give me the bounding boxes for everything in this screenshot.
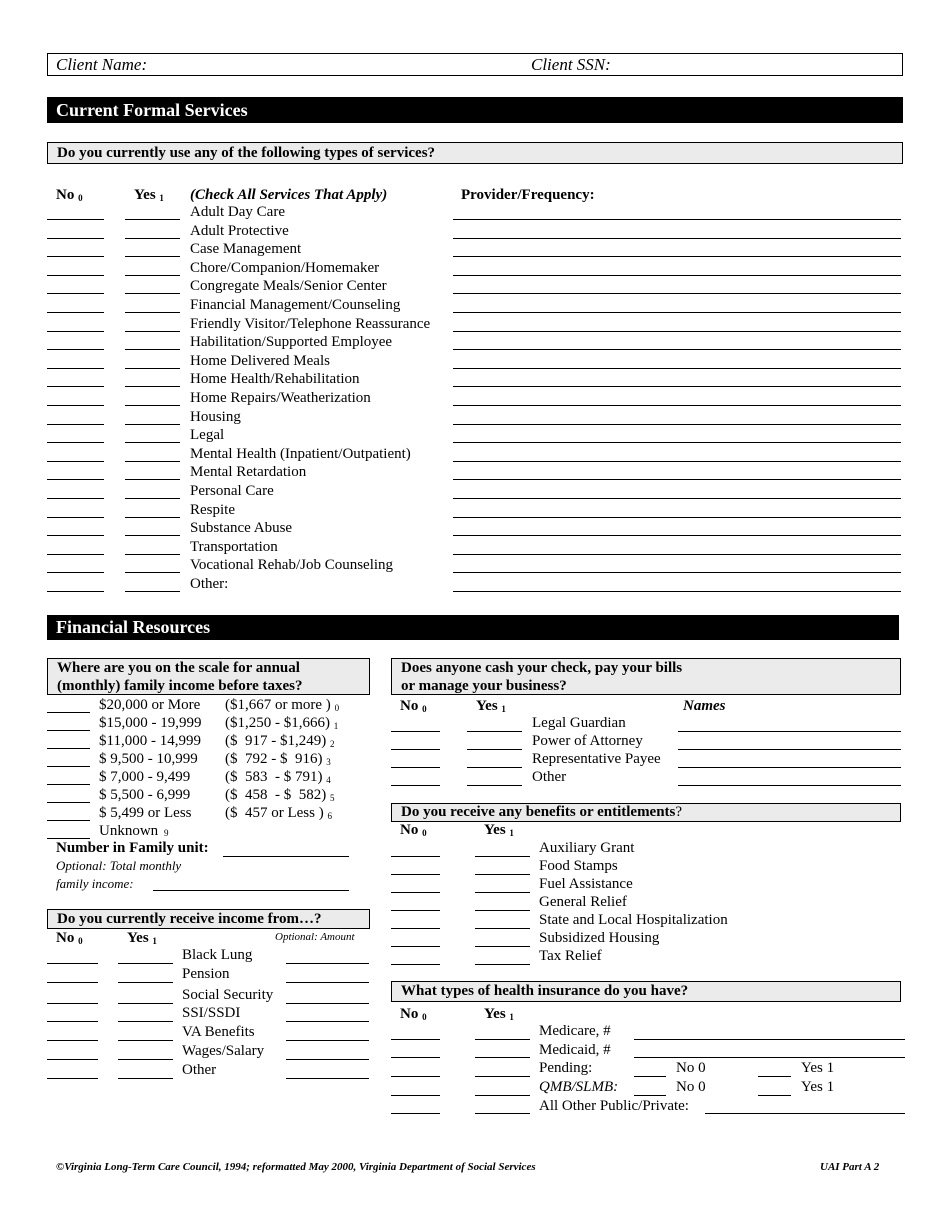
income-from-label: Wages/Salary: [182, 1043, 265, 1059]
benefit-label: Auxiliary Grant: [539, 840, 635, 856]
service-label: Congregate Meals/Senior Center: [190, 278, 387, 295]
service-no-blank[interactable]: [47, 535, 104, 536]
service-no-blank[interactable]: [47, 572, 104, 573]
benefit-label: Fuel Assistance: [539, 876, 633, 892]
medicaid-number-field[interactable]: [634, 1057, 905, 1058]
service-provider-field[interactable]: [453, 238, 901, 239]
monthly-income-field[interactable]: [153, 890, 349, 891]
qmb-yes1-blank[interactable]: [758, 1095, 791, 1096]
pending-yes1-blank[interactable]: [758, 1076, 791, 1077]
service-label: Adult Protective: [190, 222, 289, 239]
service-no-blank[interactable]: [47, 331, 104, 332]
service-label: Other:: [190, 576, 229, 592]
service-no-blank[interactable]: [47, 312, 104, 313]
income-scale-blank[interactable]: [47, 802, 90, 803]
service-yes-blank[interactable]: [125, 498, 180, 499]
income-monthly-text: ($ 457 or Less ): [225, 805, 324, 821]
cash-label: Other: [532, 769, 567, 785]
benefit-yes-blank[interactable]: [475, 964, 530, 965]
client-name-label: Client Name:: [56, 55, 148, 74]
income-from-label: Other: [182, 1062, 217, 1078]
cash-yes-blank[interactable]: [467, 785, 522, 786]
income-amount-field[interactable]: [286, 1021, 369, 1022]
service-provider-field[interactable]: [453, 219, 901, 220]
cash-no-blank[interactable]: [391, 785, 440, 786]
other-insurance-yes-blank[interactable]: [475, 1113, 530, 1114]
income-from-yes-blank[interactable]: [118, 963, 173, 964]
service-provider-field[interactable]: [453, 517, 901, 518]
service-yes-blank[interactable]: [125, 479, 180, 480]
income-from-no-blank[interactable]: [47, 963, 98, 964]
income-from-yes-blank[interactable]: [118, 1078, 173, 1079]
service-yes-blank[interactable]: [125, 517, 180, 518]
income-annual-label: Unknown: [99, 823, 159, 839]
service-no-blank[interactable]: [47, 442, 104, 443]
service-yes-blank[interactable]: [125, 256, 180, 257]
benefits-col-no: No $_0$: [400, 822, 427, 838]
benefit-label: Tax Relief: [539, 948, 602, 964]
service-provider-field[interactable]: [453, 312, 901, 313]
benefit-label: Subsidized Housing: [539, 930, 660, 946]
income-code: 3: [326, 757, 331, 767]
other-insurance-no-blank[interactable]: [391, 1113, 440, 1114]
benefit-label: General Relief: [539, 894, 627, 910]
family-unit-label: Number in Family unit:: [56, 840, 209, 856]
income-from-no-blank[interactable]: [47, 1040, 98, 1041]
service-label: Respite: [190, 501, 235, 518]
service-provider-field[interactable]: [453, 424, 901, 425]
income-code: 1: [333, 721, 339, 731]
cash-question-line2: or manage your business?: [401, 678, 567, 694]
service-label: Transportation: [190, 538, 278, 555]
service-label: Substance Abuse: [190, 520, 293, 537]
income-monthly-text: ($1,250 - $1,666): [225, 715, 330, 731]
qmb-no0-blank[interactable]: [634, 1095, 666, 1096]
service-no-blank[interactable]: [47, 591, 104, 592]
income-from-yes-blank[interactable]: [118, 1003, 173, 1004]
service-yes-blank[interactable]: [125, 275, 180, 276]
qmb-no0-label: No 0: [676, 1079, 706, 1095]
service-label: Adult Day Care: [190, 204, 285, 220]
service-label: Home Health/Rehabilitation: [190, 371, 360, 388]
service-no-blank[interactable]: [47, 349, 104, 350]
service-yes-blank[interactable]: [125, 238, 180, 239]
client-ssn-field[interactable]: [622, 74, 892, 75]
pending-no-blank[interactable]: [391, 1076, 440, 1077]
service-no-blank[interactable]: [47, 554, 104, 555]
service-provider-field[interactable]: [453, 405, 901, 406]
cash-no-blank[interactable]: [391, 749, 440, 750]
service-no-blank[interactable]: [47, 275, 104, 276]
income-amount-field[interactable]: [286, 1040, 369, 1041]
income-scale-blank[interactable]: [47, 730, 90, 731]
income-from-yes-blank[interactable]: [118, 1059, 173, 1060]
income-scale-blank[interactable]: [47, 748, 90, 749]
medicaid-no-blank[interactable]: [391, 1057, 440, 1058]
benefits-col-yes: Yes $_1$: [484, 822, 514, 838]
income-from-yes-blank[interactable]: [118, 1021, 173, 1022]
service-yes-blank[interactable]: [125, 424, 180, 425]
service-provider-field[interactable]: [453, 386, 901, 387]
service-label: Home Delivered Meals: [190, 352, 330, 369]
income-monthly-text: ($ 583 - $ 791): [225, 769, 323, 785]
income-annual-label: $ 9,500 - 10,999: [99, 751, 198, 767]
current-services-title: Current Formal Services: [47, 97, 903, 123]
income-annual-label: $11,000 - 14,999: [99, 733, 201, 749]
cash-yes-blank[interactable]: [467, 767, 522, 768]
cash-name-field[interactable]: [678, 731, 901, 732]
benefit-no-blank[interactable]: [391, 910, 440, 911]
income-annual-label: $ 5,499 or Less: [99, 805, 192, 821]
benefits-question: Do you receive any benefits or entitlements?: [391, 803, 901, 822]
footer-copyright: ©Virginia Long-Term Care Council, 1994; reformatted May 2000, Virginia Department of Social Services: [56, 1161, 536, 1173]
service-yes-blank[interactable]: [125, 331, 180, 332]
cash-yes-blank[interactable]: [467, 749, 522, 750]
income-amount-field[interactable]: [286, 1078, 369, 1079]
cash-name-field[interactable]: [678, 749, 901, 750]
service-yes-blank[interactable]: [125, 368, 180, 369]
income-monthly-label: [225, 804, 332, 825]
income-monthly-text: ($1,667 or more ): [225, 697, 331, 713]
income-from-label: Pension: [182, 966, 230, 982]
income-from-no-blank[interactable]: [47, 1078, 98, 1079]
service-label: Habilitation/Supported Employee: [190, 334, 393, 351]
service-yes-blank[interactable]: [125, 535, 180, 536]
income-from-label: Black Lung: [182, 947, 253, 963]
service-provider-field[interactable]: [453, 293, 901, 294]
income-amount-field[interactable]: [286, 1059, 369, 1060]
service-no-blank[interactable]: [47, 517, 104, 518]
service-no-blank[interactable]: [47, 368, 104, 369]
income-question-line2: (monthly) family income before taxes?: [57, 678, 303, 694]
services-question: Do you currently use any of the following types of services?: [47, 142, 903, 164]
service-label: Vocational Rehab/Job Counseling: [190, 557, 394, 574]
service-no-blank[interactable]: [47, 293, 104, 294]
optional-income-line2: family income:: [56, 876, 134, 891]
client-header-box: [47, 53, 903, 76]
family-unit-field[interactable]: [223, 856, 349, 857]
cash-name-field[interactable]: [678, 785, 901, 786]
service-provider-field[interactable]: [453, 349, 901, 350]
pending-label: Pending:: [539, 1060, 593, 1076]
income-monthly-text: ($ 458 - $ 582): [225, 787, 327, 803]
financial-title: Financial Resources: [47, 615, 899, 640]
service-provider-field[interactable]: [453, 591, 901, 592]
insurance-question: What types of health insurance do you have?: [391, 981, 901, 1002]
income-code: 5: [330, 793, 335, 803]
benefit-label: Food Stamps: [539, 858, 618, 874]
income-from-no-blank[interactable]: [47, 1021, 98, 1022]
income-from-col-yes: Yes $_1$: [127, 930, 157, 946]
income-question: [47, 658, 370, 695]
service-label: Housing: [190, 408, 241, 425]
medicaid-yes-blank[interactable]: [475, 1057, 530, 1058]
income-annual-label: $ 5,500 - 6,999: [99, 787, 191, 803]
service-yes-blank[interactable]: [125, 405, 180, 406]
service-no-blank[interactable]: [47, 498, 104, 499]
services-col-no: No $_0$: [56, 187, 83, 203]
income-amount-field[interactable]: [286, 963, 369, 964]
service-no-blank[interactable]: [47, 479, 104, 480]
cash-question-line1: Does anyone cash your check, pay your bills: [401, 660, 683, 676]
income-monthly-text: ($ 917 - $1,249): [225, 733, 327, 749]
services-col-provider: Provider/Frequency:: [461, 187, 595, 203]
service-provider-field[interactable]: [453, 479, 901, 480]
service-yes-blank[interactable]: [125, 312, 180, 313]
benefit-yes-blank[interactable]: [475, 928, 530, 929]
benefit-label: State and Local Hospitalization: [539, 912, 728, 928]
income-from-label: Social Security: [182, 987, 274, 1003]
income-amount-field[interactable]: [286, 1003, 369, 1004]
service-provider-field[interactable]: [453, 368, 901, 369]
service-no-blank[interactable]: [47, 256, 104, 257]
income-annual-label: $ 7,000 - 9,499: [99, 769, 191, 785]
service-yes-blank[interactable]: [125, 293, 180, 294]
service-label: Case Management: [190, 241, 302, 258]
medicare-label: Medicare, #: [539, 1023, 611, 1039]
service-provider-field[interactable]: [453, 256, 901, 257]
service-provider-field[interactable]: [453, 572, 901, 573]
qmb-label: QMB/SLMB:: [539, 1079, 619, 1095]
client-name-field[interactable]: [160, 74, 520, 75]
medicare-yes-blank[interactable]: [475, 1039, 530, 1040]
income-code: 0: [334, 703, 340, 713]
other-insurance-field[interactable]: [705, 1113, 905, 1114]
service-no-blank[interactable]: [47, 405, 104, 406]
service-yes-blank[interactable]: [125, 572, 180, 573]
income-scale-blank[interactable]: [47, 712, 90, 713]
income-code: 9: [164, 828, 169, 838]
income-scale-blank[interactable]: [47, 784, 90, 785]
income-scale-blank[interactable]: [47, 820, 90, 821]
income-from-yes-blank[interactable]: [118, 1040, 173, 1041]
insurance-col-no: No $_0$: [400, 1006, 427, 1022]
cash-name-field[interactable]: [678, 767, 901, 768]
income-scale-blank[interactable]: [47, 766, 90, 767]
cash-label: Legal Guardian: [532, 715, 626, 731]
qmb-no-blank[interactable]: [391, 1095, 440, 1096]
cash-yes-blank[interactable]: [467, 731, 522, 732]
footer-page: UAI Part A 2: [820, 1161, 880, 1173]
service-label: Friendly Visitor/Telephone Reassurance: [190, 315, 431, 332]
benefit-yes-blank[interactable]: [475, 946, 530, 947]
service-no-blank[interactable]: [47, 386, 104, 387]
service-yes-blank[interactable]: [125, 386, 180, 387]
service-provider-field[interactable]: [453, 461, 901, 462]
benefit-yes-blank[interactable]: [475, 874, 530, 875]
benefit-yes-blank[interactable]: [475, 856, 530, 857]
income-annual-label: $15,000 - 19,999: [99, 715, 202, 731]
income-from-yes-blank[interactable]: [118, 982, 173, 983]
benefit-no-blank[interactable]: [391, 856, 440, 857]
service-no-blank[interactable]: [47, 424, 104, 425]
cash-col-no: No $_0$: [400, 698, 427, 714]
qmb-yes1-label: Yes 1: [801, 1079, 835, 1095]
benefit-no-blank[interactable]: [391, 874, 440, 875]
benefit-yes-blank[interactable]: [475, 910, 530, 911]
benefit-no-blank[interactable]: [391, 892, 440, 893]
service-yes-blank[interactable]: [125, 461, 180, 462]
service-label: Home Repairs/Weatherization: [190, 390, 371, 406]
income-amount-field[interactable]: [286, 982, 369, 983]
pending-yes-blank[interactable]: [475, 1076, 530, 1077]
cash-label: Power of Attorney: [532, 733, 643, 749]
service-provider-field[interactable]: [453, 498, 901, 499]
service-no-blank[interactable]: [47, 238, 104, 239]
service-provider-field[interactable]: [453, 554, 901, 555]
cash-col-names: Names: [683, 698, 726, 714]
pending-no0-blank[interactable]: [634, 1076, 666, 1077]
income-code: 4: [326, 775, 331, 785]
service-label: Chore/Companion/Homemaker: [190, 259, 380, 276]
income-annual-label: $20,000 or More: [99, 697, 201, 713]
income-code: 6: [327, 811, 332, 821]
services-col-yes: Yes $_1$: [134, 187, 164, 203]
income-monthly-text: ($ 792 - $ 916): [225, 751, 323, 767]
service-label: Mental Retardation: [190, 464, 307, 481]
pending-no0-label: No 0: [676, 1060, 706, 1076]
benefit-yes-blank[interactable]: [475, 892, 530, 893]
benefit-no-blank[interactable]: [391, 964, 440, 965]
medicaid-label: Medicaid, #: [539, 1042, 611, 1058]
medicare-no-blank[interactable]: [391, 1039, 440, 1040]
service-yes-blank[interactable]: [125, 442, 180, 443]
income-from-no-blank[interactable]: [47, 1003, 98, 1004]
service-no-blank[interactable]: [47, 461, 104, 462]
service-no-blank[interactable]: [47, 219, 104, 220]
service-yes-blank[interactable]: [125, 554, 180, 555]
cash-no-blank[interactable]: [391, 731, 440, 732]
pending-yes1-label: Yes 1: [801, 1060, 835, 1076]
income-from-question: Do you currently receive income from…?: [47, 909, 370, 929]
insurance-col-yes: Yes $_1$: [484, 1006, 514, 1022]
service-provider-field[interactable]: [453, 331, 901, 332]
income-from-col-no: No $_0$: [56, 930, 83, 946]
cash-label: Representative Payee: [532, 751, 661, 767]
income-from-label: VA Benefits: [182, 1024, 255, 1040]
service-label: Mental Health (Inpatient/Outpatient): [190, 445, 411, 462]
benefit-no-blank[interactable]: [391, 928, 440, 929]
income-from-no-blank[interactable]: [47, 982, 98, 983]
service-label: Financial Management/Counseling: [190, 297, 401, 313]
service-yes-blank[interactable]: [125, 591, 180, 592]
income-from-no-blank[interactable]: [47, 1059, 98, 1060]
other-insurance-label: All Other Public/Private:: [539, 1098, 689, 1114]
income-code: 2: [330, 739, 335, 749]
service-yes-blank[interactable]: [125, 349, 180, 350]
cash-no-blank[interactable]: [391, 767, 440, 768]
benefit-no-blank[interactable]: [391, 946, 440, 947]
client-ssn-label: Client SSN:: [531, 55, 611, 74]
services-col-check: (Check All Services That Apply): [190, 187, 388, 203]
income-question-line1: Where are you on the scale for annual: [57, 660, 300, 676]
income-from-col-amount: Optional: Amount: [275, 931, 355, 943]
service-provider-field[interactable]: [453, 275, 901, 276]
service-label: Legal: [190, 427, 225, 444]
income-from-label: SSI/SSDI: [182, 1005, 241, 1021]
qmb-yes-blank[interactable]: [475, 1095, 530, 1096]
medicare-number-field[interactable]: [634, 1039, 905, 1040]
service-provider-field[interactable]: [453, 442, 901, 443]
cash-question: [391, 658, 901, 695]
service-yes-blank[interactable]: [125, 219, 180, 220]
cash-col-yes: Yes $_1$: [476, 698, 506, 714]
service-provider-field[interactable]: [453, 535, 901, 536]
optional-income-line1: Optional: Total monthly: [56, 858, 182, 873]
service-label: Personal Care: [190, 483, 274, 499]
